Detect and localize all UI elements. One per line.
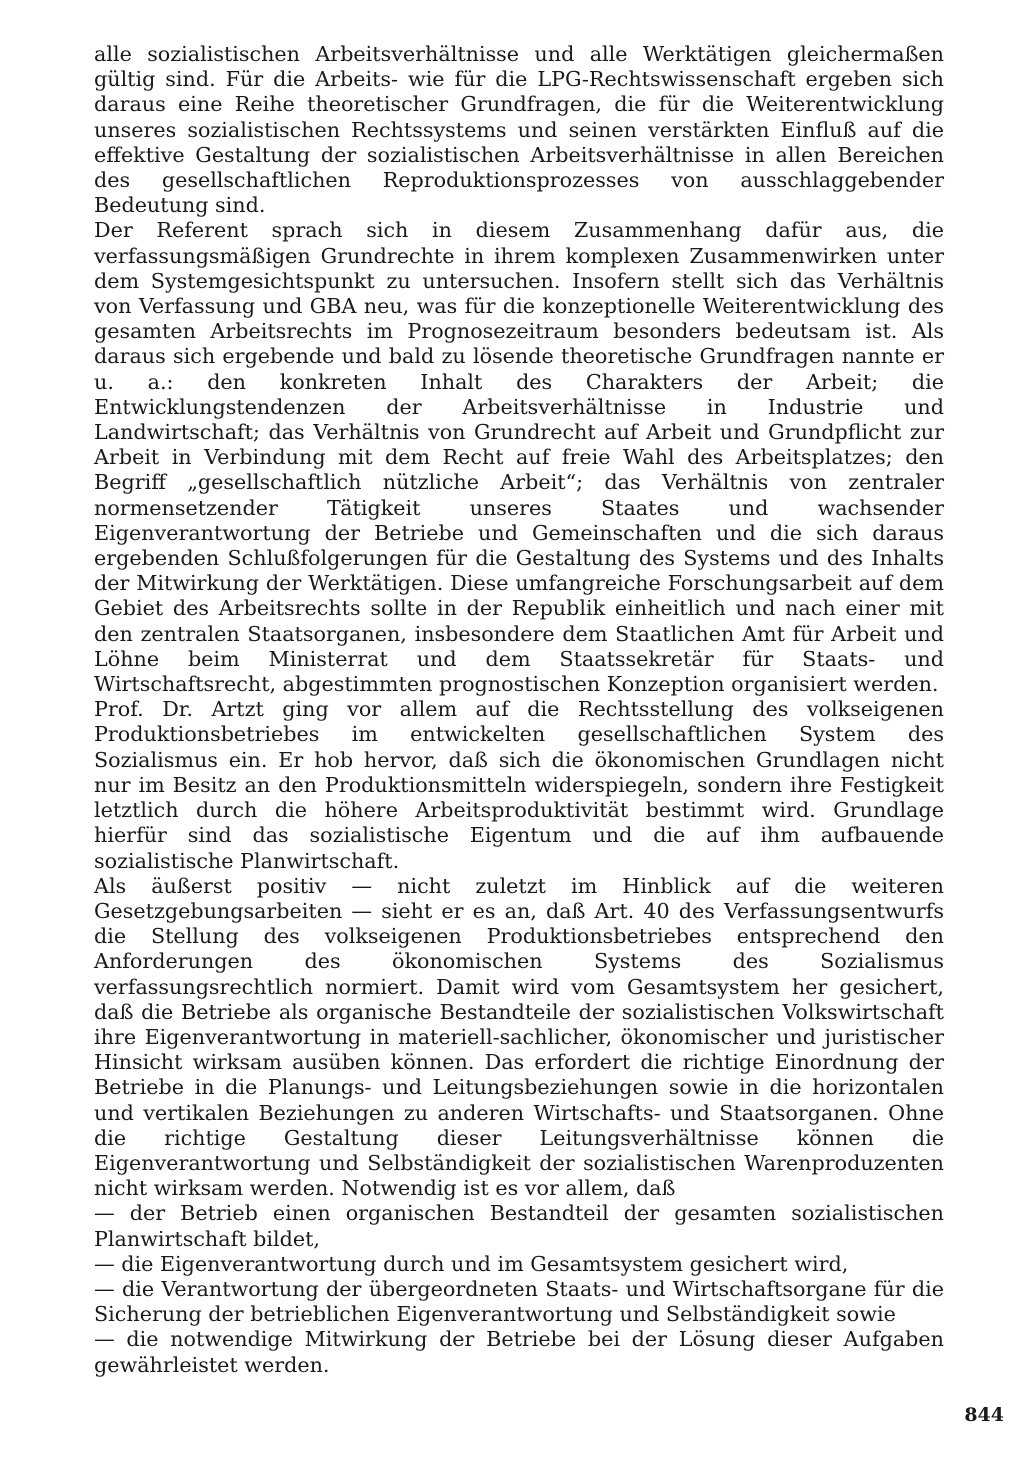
page-number: 844 — [964, 1404, 1004, 1426]
paragraph-4: Als äußerst positiv — nicht zuletzt im Hinblick auf die weiteren Gesetzgebungsarbeiten — sieht er es an, daß Art. 40 des Verfassungsentwurfs die Stellung des volkseigenen Produktionsbetriebes entsprechend den Anforderungen des ökonomischen Systems des Sozialismus verfassungsrechtlich normiert. Damit wird vom Gesamtsystem her gesichert, daß die Betriebe als organische Bestandteile der sozialistischen Volkswirtschaft ihre Eigenverantwortung in materiell-sachlicher, ökonomischer und juristischer Hinsicht wirksam ausüben können. Das erfordert die richtige Einordnung der Betriebe in die Planungs- und Leitungsbeziehungen sowie in die horizontalen und vertikalen Beziehungen zu anderen Wirtschafts- und Staatsorganen. Ohne die richtige Gestaltung dieser Leitungsverhältnisse können die Eigenverantwortung und Selbständigkeit der sozialistischen Warenproduzenten nicht wirksam werden. Notwendig ist es vor allem, daß — [94, 873, 944, 1201]
list-item-4: — die notwendige Mitwirkung der Betriebe bei der Lösung dieser Aufgaben gewährleistet werden. — [94, 1327, 944, 1377]
list-item-2: — die Eigenverantwortung durch und im Gesamtsystem gesichert wird, — [94, 1251, 849, 1276]
paragraph-1: alle sozialistischen Arbeitsverhältnisse und alle Werktätigen gleichermaßen gültig sind. Für die Arbeits- wie für die LPG-Rechtswissenschaft ergeben sich daraus eine Reihe theoretischer Grundfragen, die für die Weiterentwicklung unseres sozialistischen Rechtssystems und seinen verstärkten Einfluß auf die effektive Gestaltung der sozialistischen Arbeitsverhältnisse in allen Bereichen des gesellschaftlichen Reproduktionsprozesses von ausschlaggebender Bedeutung sind. — [94, 42, 944, 218]
page-body — [94, 42, 944, 1378]
list-item-1: — der Betrieb einen organischen Bestandteil der gesamten sozialistischen Planwirtschaft bildet, — [94, 1201, 944, 1251]
list-item-3: — die Verantwortung der übergeordneten Staats- und Wirtschaftsorgane für die Sicherung der betrieblichen Eigenverantwortung und Selbständigkeit sowie — [94, 1276, 944, 1327]
paragraph-3: Prof. Dr. Artzt ging vor allem auf die Rechtsstellung des volkseigenen Produktionsbetriebes im entwickelten gesellschaftlichen System des Sozialismus ein. Er hob hervor, daß sich die ökonomischen Grundlagen nicht nur im Besitz an den Produktionsmitteln widerspiegeln, sondern ihre Festigkeit letztlich durch die höhere Arbeitsproduktivität bestimmt wird. Grundlage hierfür sind das sozialistische Eigentum und die auf ihm aufbauende sozialistische Planwirtschaft. — [94, 697, 944, 873]
paragraph-2: Der Referent sprach sich in diesem Zusammenhang dafür aus, die verfassungsmäßigen Grundrechte in ihrem komplexen Zusammenwirken unter dem Systemgesichtspunkt zu untersuchen. Insofern stellt sich das Verhältnis von Verfassung und GBA neu, was für die konzeptionelle Weiterentwicklung des gesamten Arbeitsrechts im Prognosezeitraum besonders bedeutsam ist. Als daraus sich ergebende und bald zu lösende theoretische Grundfragen nannte er u. a.: den konkreten Inhalt des Charakters der Arbeit; die Entwicklungstendenzen der Arbeitsverhältnisse in Industrie und Landwirtschaft; das Verhältnis von Grundrecht auf Arbeit und Grundpflicht zur Arbeit in Verbindung mit dem Recht auf freie Wahl des Arbeitsplatzes; den Begriff „gesellschaftlich nützliche Arbeit“; das Verhältnis von zentraler normensetzender Tätigkeit unseres Staates und wachsender Eigenverantwortung der Betriebe und Gemeinschaften und die sich daraus ergebenden Schlußfolgerungen für die Gestaltung des Systems und des Inhalts der Mitwirkung der Werktätigen. Diese umfangreiche Forschungsarbeit auf dem Gebiet des Arbeitsrechts sollte in der Republik einheitlich und nach einer mit den zentralen Staatsorganen, insbesondere dem Staatlichen Amt für Arbeit und Löhne beim Ministerrat und dem Staatssekretär für Staats- und Wirtschaftsrecht, abgestimmten prognostischen Konzeption organisiert werden. — [94, 218, 944, 697]
